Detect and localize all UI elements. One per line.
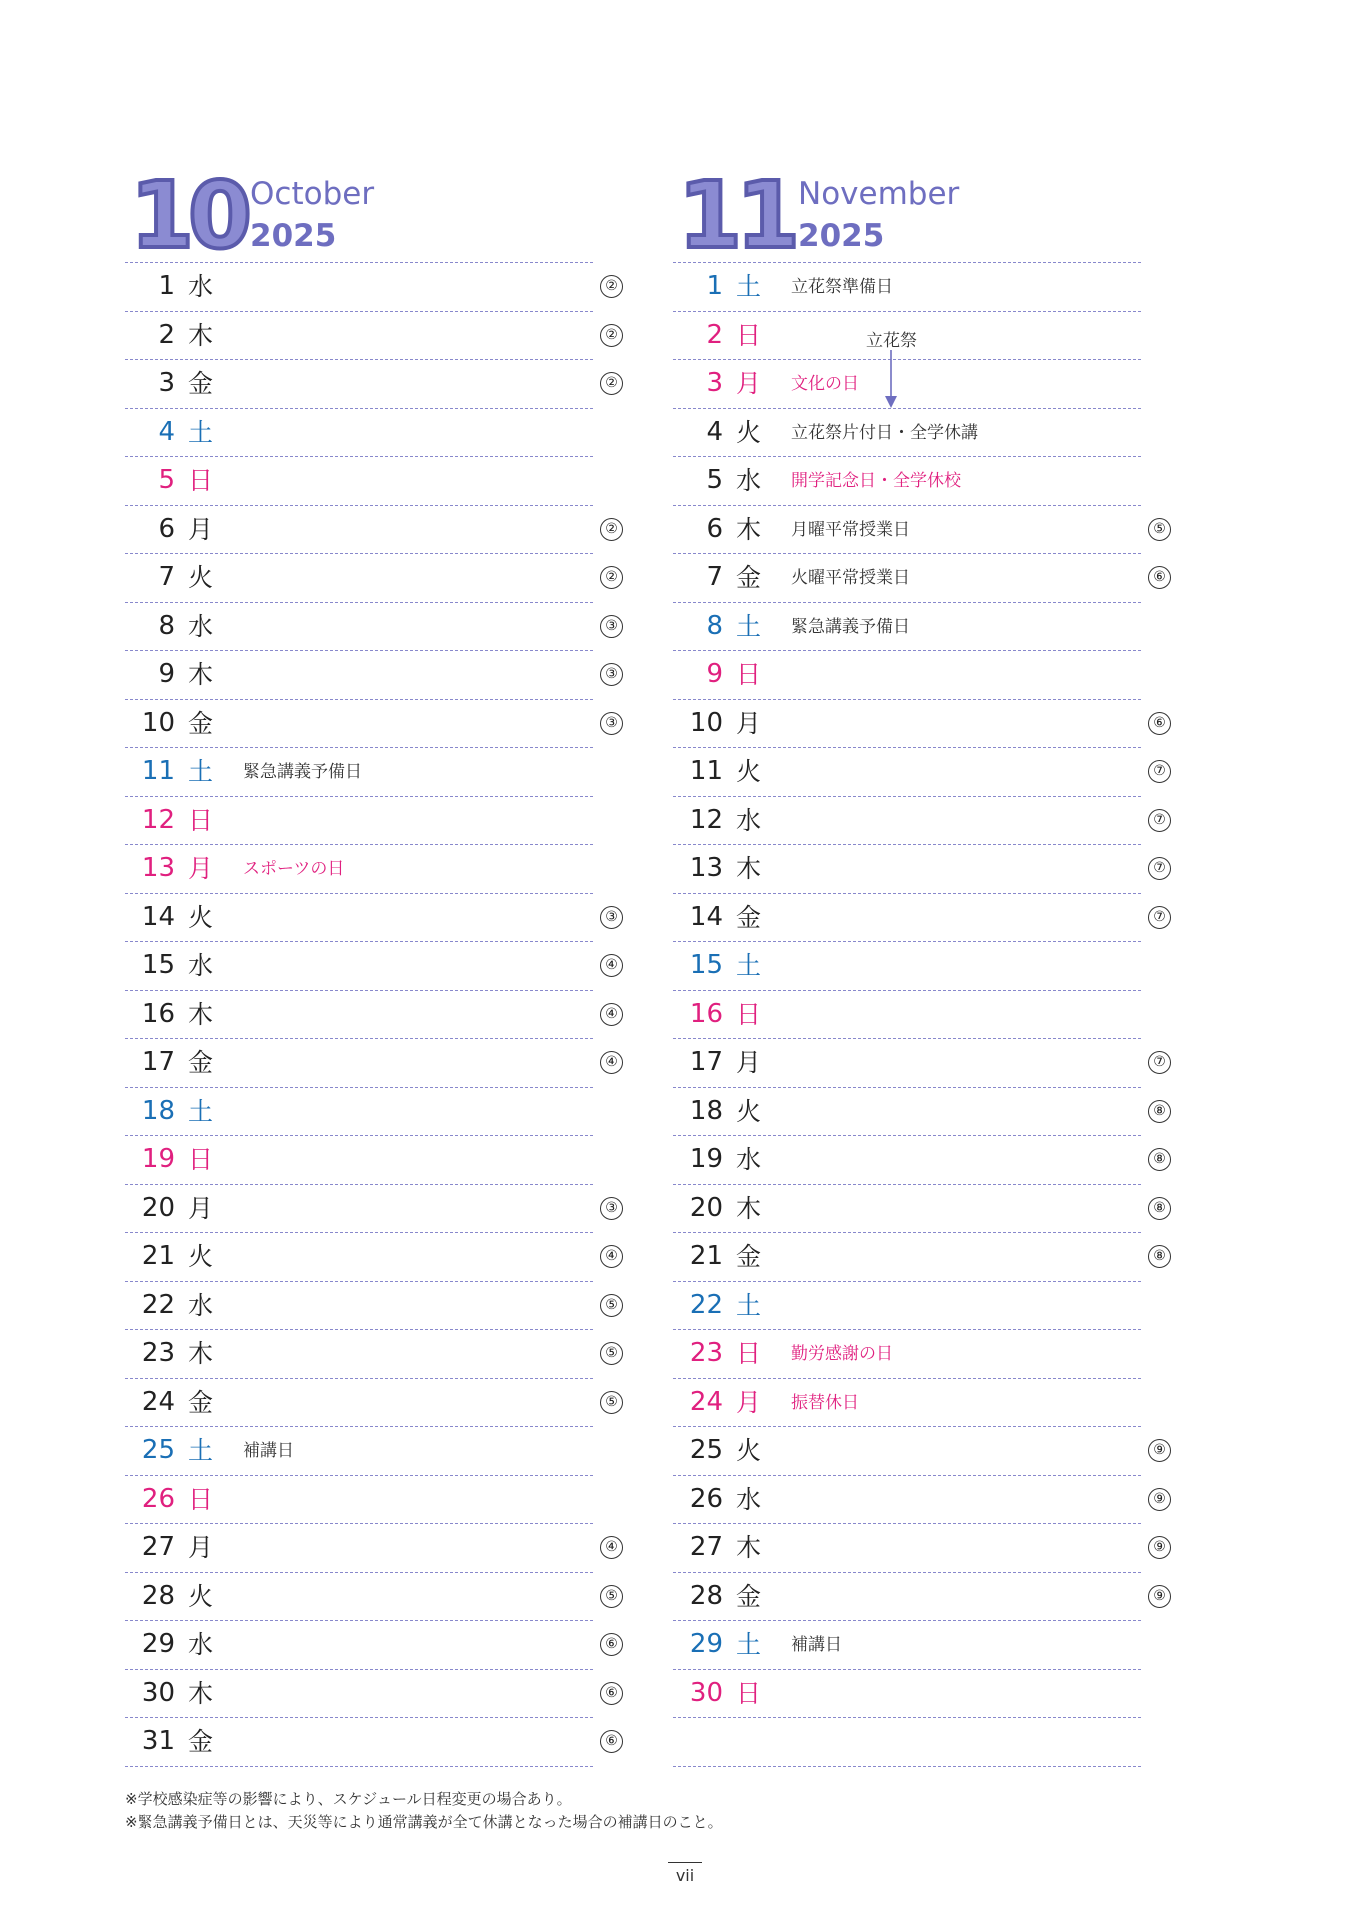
class-count-badge: ⑧ [1148, 1148, 1171, 1171]
class-count-badge: ⑦ [1148, 809, 1171, 832]
day-number: 26 [141, 1483, 175, 1514]
class-count-badge: ⑦ [1148, 760, 1171, 783]
class-count-badge: ② [600, 566, 623, 589]
day-of-week: 火 [188, 563, 214, 592]
month-header [125, 162, 595, 269]
day-note: 立花祭準備日 [791, 277, 893, 297]
day-of-week: 火 [736, 1096, 762, 1126]
day-row [673, 1524, 1166, 1573]
day-of-week: 木 [188, 999, 214, 1029]
day-number: 28 [689, 1580, 723, 1611]
day-row [673, 506, 1166, 555]
class-count-badge: ⑨ [1148, 1488, 1171, 1511]
day-note: 緊急講義予備日 [791, 616, 910, 637]
day-number: 15 [689, 950, 723, 980]
day-of-week: 月 [188, 854, 214, 883]
footnote: ※緊急講義予備日とは、天災等により通常講義が全て休講となった場合の補講日のこと。 [125, 1813, 723, 1831]
day-row [125, 845, 593, 894]
day-of-week: 木 [736, 1533, 762, 1562]
class-count-badge: ⑧ [1148, 1197, 1171, 1220]
day-number: 6 [706, 513, 723, 544]
day-of-week: 火 [736, 1436, 762, 1465]
day-number: 25 [689, 1435, 723, 1465]
footnote: ※学校感染症等の影響により、スケジュール日程変更の場合あり。 [125, 1790, 572, 1808]
day-row [125, 1524, 618, 1573]
day-row [125, 1573, 618, 1622]
arrow-down-icon [884, 350, 898, 410]
day-number: 7 [158, 562, 175, 592]
month-name: October [250, 176, 375, 212]
day-number: 28 [141, 1580, 175, 1611]
day-of-week: 金 [736, 902, 762, 932]
day-note: 振替休日 [791, 1392, 859, 1413]
day-row [125, 991, 618, 1040]
class-count-badge: ⑥ [1148, 566, 1171, 589]
day-of-week: 金 [736, 1242, 762, 1271]
day-row [673, 1136, 1166, 1185]
day-row [673, 603, 1141, 652]
class-count-badge: ⑤ [600, 1342, 623, 1365]
day-number: 29 [689, 1629, 723, 1659]
day-number: 1 [158, 271, 175, 301]
day-note: 開学記念日・全学休校 [791, 471, 961, 491]
day-number: 30 [141, 1677, 175, 1708]
day-number: 5 [706, 465, 723, 495]
day-row [673, 942, 1141, 991]
day-row [673, 1476, 1166, 1525]
day-number: 19 [689, 1144, 723, 1174]
day-row [125, 1718, 618, 1767]
day-of-week: 日 [188, 805, 214, 835]
day-row [125, 1039, 618, 1088]
day-number: 14 [689, 901, 723, 932]
month-year: 2025 [798, 218, 885, 254]
month-year: 2025 [250, 218, 337, 254]
class-count-badge: ② [600, 518, 623, 541]
day-of-week: 金 [188, 1048, 214, 1077]
class-count-badge: ② [600, 324, 623, 347]
day-of-week: 水 [736, 1484, 762, 1514]
day-of-week: 木 [736, 1193, 762, 1223]
class-count-badge: ④ [600, 1536, 623, 1559]
day-of-week: 木 [188, 660, 214, 689]
day-note: 補講日 [243, 1441, 294, 1461]
day-number: 15 [141, 950, 175, 980]
day-of-week: 水 [188, 611, 214, 641]
day-row [125, 1427, 593, 1476]
festival-annotation: 立花祭 [866, 331, 917, 351]
day-row [125, 554, 618, 603]
day-row [125, 263, 618, 312]
day-note: 月曜平常授業日 [791, 519, 910, 540]
day-number: 18 [141, 1095, 175, 1126]
day-number: 2 [706, 319, 723, 350]
class-count-badge: ⑨ [1148, 1439, 1171, 1462]
day-of-week: 木 [736, 854, 762, 883]
day-number: 29 [141, 1629, 175, 1659]
day-number: 14 [141, 901, 175, 932]
day-of-week: 金 [188, 708, 214, 738]
day-of-week: 土 [188, 1436, 214, 1465]
day-number: 20 [141, 1192, 175, 1223]
day-number: 11 [141, 756, 175, 786]
day-row [125, 506, 618, 555]
day-of-week: 土 [736, 611, 762, 641]
day-row [125, 1136, 593, 1185]
day-row [673, 1039, 1166, 1088]
day-row [673, 457, 1141, 506]
day-row [673, 1088, 1166, 1137]
class-count-badge: ④ [600, 1245, 623, 1268]
day-note: 緊急講義予備日 [243, 762, 362, 782]
day-number: 3 [706, 368, 723, 398]
day-note: スポーツの日 [243, 859, 345, 879]
day-number: 21 [141, 1241, 175, 1271]
day-number: 4 [158, 416, 175, 447]
class-count-badge: ③ [600, 906, 623, 929]
class-count-badge: ⑤ [600, 1585, 623, 1608]
day-row [673, 1185, 1166, 1234]
day-number: 20 [689, 1192, 723, 1223]
day-row [673, 554, 1166, 603]
class-count-badge: ⑤ [600, 1294, 623, 1317]
day-of-week: 金 [736, 563, 762, 592]
day-number: 22 [689, 1289, 723, 1320]
day-number: 3 [158, 368, 175, 398]
day-of-week: 木 [188, 320, 214, 350]
class-count-badge: ⑥ [1148, 712, 1171, 735]
day-number: 26 [689, 1483, 723, 1514]
month-october [125, 162, 618, 1767]
day-row [673, 894, 1166, 943]
day-row [125, 409, 593, 458]
day-row [673, 263, 1141, 312]
class-count-badge: ② [600, 275, 623, 298]
class-count-badge: ⑦ [1148, 857, 1171, 880]
day-number: 2 [158, 319, 175, 350]
class-count-badge: ③ [600, 712, 623, 735]
day-note: 勤労感謝の日 [791, 1344, 893, 1364]
day-row [125, 1233, 618, 1282]
day-of-week: 水 [736, 1145, 762, 1174]
class-count-badge: ⑥ [600, 1633, 623, 1656]
day-note: 補講日 [791, 1635, 842, 1655]
day-of-week: 土 [736, 951, 762, 980]
day-number: 12 [141, 804, 175, 835]
day-row [673, 1621, 1141, 1670]
day-row [125, 797, 593, 846]
day-number: 19 [141, 1144, 175, 1174]
class-count-badge: ③ [600, 1197, 623, 1220]
day-note: 火曜平常授業日 [791, 568, 910, 588]
day-of-week: 日 [736, 1339, 762, 1368]
day-number: 24 [689, 1386, 723, 1417]
day-number: 9 [158, 659, 175, 689]
day-row [125, 457, 593, 506]
day-of-week: 土 [188, 417, 214, 447]
empty-row [673, 1718, 1141, 1767]
day-of-week: 月 [188, 514, 214, 544]
day-of-week: 土 [736, 1290, 762, 1320]
day-number: 9 [706, 659, 723, 689]
day-row [125, 1185, 618, 1234]
day-number: 24 [141, 1386, 175, 1417]
day-of-week: 金 [188, 1727, 214, 1756]
day-of-week: 木 [736, 514, 762, 544]
day-note: 文化の日 [791, 374, 859, 394]
day-of-week: 金 [736, 1581, 762, 1611]
day-of-week: 水 [736, 466, 762, 495]
day-number: 17 [141, 1047, 175, 1077]
day-of-week: 水 [736, 805, 762, 835]
class-count-badge: ⑦ [1148, 906, 1171, 929]
day-number: 8 [706, 610, 723, 641]
class-count-badge: ⑧ [1148, 1100, 1171, 1123]
day-of-week: 土 [736, 1630, 762, 1659]
page-number: vii [675, 1866, 695, 1885]
day-of-week: 土 [736, 272, 762, 301]
day-row [673, 360, 1141, 409]
day-number: 25 [141, 1435, 175, 1465]
day-of-week: 金 [188, 1387, 214, 1417]
class-count-badge: ⑨ [1148, 1585, 1171, 1608]
day-number: 27 [689, 1532, 723, 1562]
month-number: 10 [130, 162, 247, 269]
day-number: 16 [689, 998, 723, 1029]
day-row [125, 700, 618, 749]
day-number: 27 [141, 1532, 175, 1562]
day-of-week: 水 [188, 272, 214, 301]
day-row [125, 942, 618, 991]
day-row [673, 1379, 1141, 1428]
day-number: 17 [689, 1047, 723, 1077]
day-of-week: 木 [188, 1339, 214, 1368]
day-row [673, 1330, 1141, 1379]
day-of-week: 火 [188, 902, 214, 932]
day-row [125, 651, 618, 700]
day-of-week: 日 [736, 1678, 762, 1708]
day-of-week: 日 [188, 1145, 214, 1174]
day-of-week: 月 [736, 369, 762, 398]
day-row [673, 1670, 1141, 1719]
day-number: 4 [706, 416, 723, 447]
day-row [125, 312, 618, 361]
day-of-week: 月 [188, 1533, 214, 1562]
day-of-week: 月 [188, 1193, 214, 1223]
day-of-week: 火 [736, 757, 762, 786]
class-count-badge: ⑦ [1148, 1051, 1171, 1074]
day-row [125, 1379, 618, 1428]
day-row [673, 1233, 1166, 1282]
day-number: 16 [141, 998, 175, 1029]
day-of-week: 日 [736, 999, 762, 1029]
day-row [125, 1476, 593, 1525]
day-row [673, 991, 1141, 1040]
day-row [673, 1427, 1166, 1476]
day-number: 5 [158, 465, 175, 495]
day-number: 13 [141, 853, 175, 883]
day-row [125, 603, 618, 652]
day-number: 8 [158, 610, 175, 641]
day-of-week: 月 [736, 708, 762, 738]
day-number: 7 [706, 562, 723, 592]
class-count-badge: ④ [600, 1051, 623, 1074]
day-of-week: 月 [736, 1048, 762, 1077]
page-number-rule [668, 1862, 702, 1863]
day-row [125, 1670, 618, 1719]
day-row [673, 1573, 1166, 1622]
day-of-week: 火 [188, 1242, 214, 1271]
day-number: 21 [689, 1241, 723, 1271]
day-row [125, 1088, 593, 1137]
day-number: 23 [689, 1338, 723, 1368]
day-of-week: 水 [188, 951, 214, 980]
day-number: 13 [689, 853, 723, 883]
day-number: 1 [706, 271, 723, 301]
day-number: 22 [141, 1289, 175, 1320]
day-of-week: 日 [736, 660, 762, 689]
day-row [673, 845, 1166, 894]
day-number: 11 [689, 756, 723, 786]
day-row [673, 797, 1166, 846]
day-of-week: 水 [188, 1630, 214, 1659]
class-count-badge: ⑥ [600, 1730, 623, 1753]
month-name: November [798, 176, 960, 212]
class-count-badge: ② [600, 372, 623, 395]
day-of-week: 日 [736, 320, 762, 350]
month-header [673, 162, 1143, 269]
day-number: 30 [689, 1677, 723, 1708]
class-count-badge: ⑨ [1148, 1536, 1171, 1559]
day-number: 31 [141, 1726, 175, 1756]
month-number: 11 [678, 162, 795, 269]
month-november [673, 162, 1166, 1767]
day-row [125, 748, 593, 797]
day-number: 23 [141, 1338, 175, 1368]
day-of-week: 月 [736, 1387, 762, 1417]
day-of-week: 木 [188, 1678, 214, 1708]
day-row [673, 651, 1141, 700]
day-row [125, 1621, 618, 1670]
day-number: 18 [689, 1095, 723, 1126]
day-row [125, 1282, 618, 1331]
day-number: 12 [689, 804, 723, 835]
class-count-badge: ⑤ [1148, 518, 1171, 541]
day-of-week: 土 [188, 1096, 214, 1126]
class-count-badge: ④ [600, 954, 623, 977]
day-of-week: 土 [188, 757, 214, 786]
day-row [673, 1282, 1141, 1331]
class-count-badge: ④ [600, 1003, 623, 1026]
day-of-week: 金 [188, 369, 214, 398]
day-number: 10 [689, 707, 723, 738]
day-row [673, 748, 1166, 797]
day-list [125, 262, 618, 1767]
day-of-week: 水 [188, 1290, 214, 1320]
day-list [673, 262, 1166, 1767]
day-of-week: 火 [188, 1581, 214, 1611]
class-count-badge: ③ [600, 615, 623, 638]
class-count-badge: ⑤ [600, 1391, 623, 1414]
day-row [125, 894, 618, 943]
day-of-week: 日 [188, 466, 214, 495]
class-count-badge: ③ [600, 663, 623, 686]
day-number: 10 [141, 707, 175, 738]
day-row [125, 1330, 618, 1379]
day-of-week: 日 [188, 1484, 214, 1514]
day-row [673, 409, 1141, 458]
day-row [125, 360, 618, 409]
class-count-badge: ⑥ [600, 1682, 623, 1705]
day-note: 立花祭片付日・全学休講 [791, 422, 978, 443]
day-row [673, 700, 1166, 749]
class-count-badge: ⑧ [1148, 1245, 1171, 1268]
day-of-week: 火 [736, 417, 762, 447]
day-number: 6 [158, 513, 175, 544]
